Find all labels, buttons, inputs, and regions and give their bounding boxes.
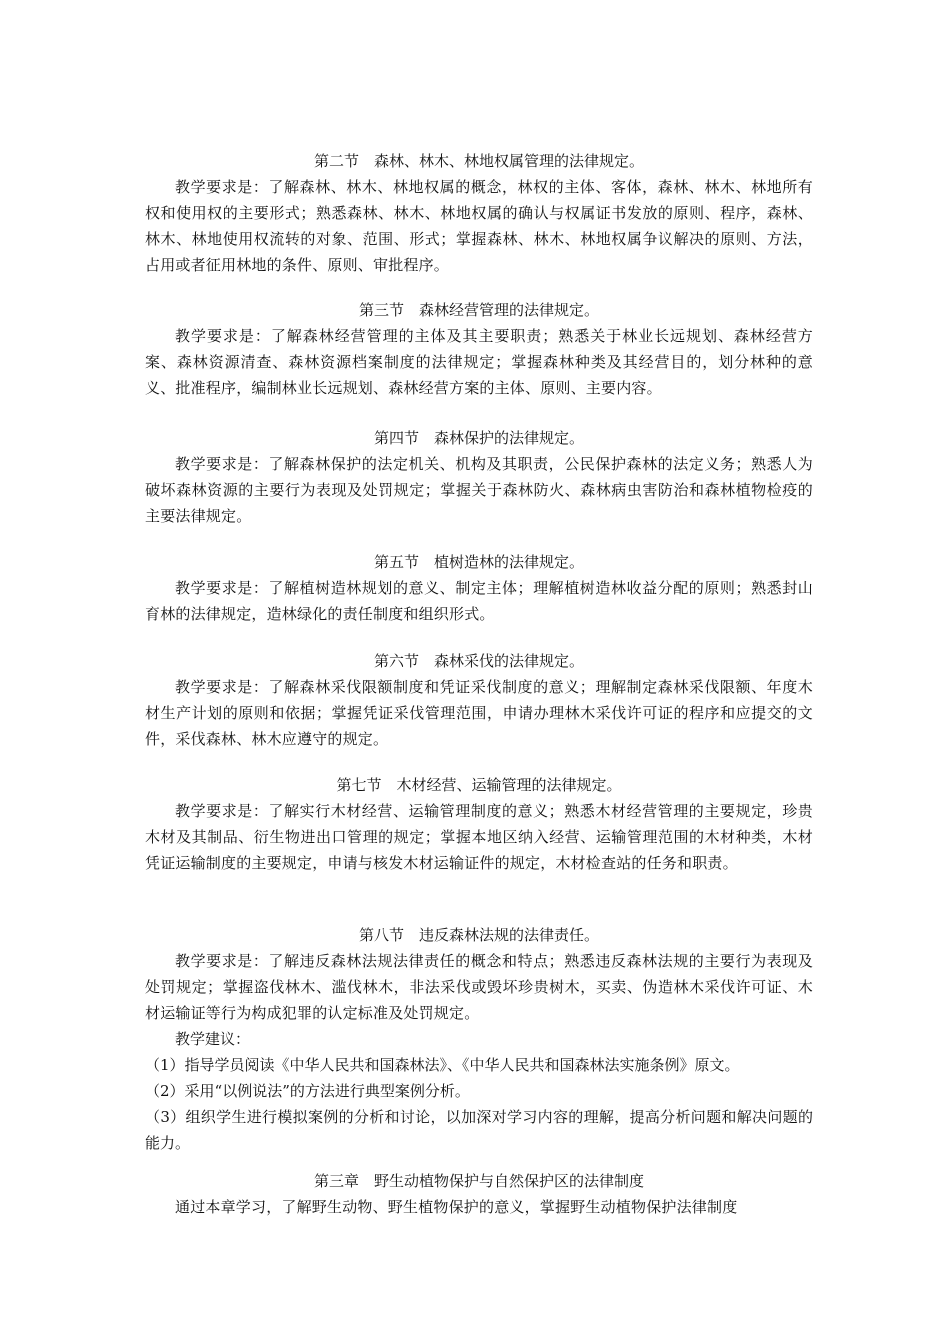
section-body: 教学要求是：了解实行木材经营、运输管理制度的意义；熟悉木材经营管理的主要规定，珍贵木材及其制品、衍生物进出口管理的规定；掌握本地区纳入经营、运输管理范围的木材种类，木材凭证运输制度的主要规定，申请与核发木材运输证件的规定，木材检查站的任务和职责。	[145, 802, 813, 872]
chapter-body: 通过本章学习，了解野生动物、野生植物保护的意义，掌握野生动植物保护法律制度	[175, 1198, 738, 1216]
chapter-heading: 第三章 野生动植物保护与自然保护区的法律制度	[313, 1172, 644, 1190]
section-body: 教学要求是：了解森林经营管理的主体及其主要职责；熟悉关于林业长远规划、森林经营方案、森林资源清查、森林资源档案制度的法律规定；掌握森林种类及其经营目的，划分林种的意义、批准程序，编制林业长远规划、森林经营方案的主体、原则、主要内容。	[145, 327, 813, 397]
suggestions-title: 教学建议：	[175, 1030, 251, 1048]
section-heading: 第二节 森林、林木、林地权属管理的法律规定。	[313, 152, 644, 170]
section-heading: 第七节 木材经营、运输管理的法律规定。	[336, 776, 622, 794]
section-body: 教学要求是：了解植树造林规划的意义、制定主体；理解植树造林收益分配的原则；熟悉封山育林的法律规定，造林绿化的责任制度和组织形式。	[145, 579, 813, 623]
section-body: 教学要求是：了解违反森林法规法律责任的概念和特点；熟悉违反森林法规的主要行为表现及处罚规定；掌握盗伐林木、滥伐林木，非法采伐或毁坏珍贵树木，买卖、伪造林木采伐许可证、木材运输证等行为构成犯罪的认定标准及处罚规定。	[145, 952, 813, 1022]
suggestion-item: （2）采用“以例说法”的方法进行典型案例分析。	[145, 1082, 470, 1100]
chapter-3	[145, 1168, 813, 1220]
section-6	[145, 648, 813, 752]
section-heading: 第六节 森林采伐的法律规定。	[373, 652, 584, 670]
section-2	[145, 148, 813, 278]
section-heading: 第五节 植树造林的法律规定。	[373, 553, 584, 571]
section-body: 教学要求是：了解森林保护的法定机关、机构及其职责，公民保护森林的法定义务；熟悉人为破坏森林资源的主要行为表现及处罚规定；掌握关于森林防火、森林病虫害防治和森林植物检疫的主要法律规定。	[145, 455, 813, 525]
section-8	[145, 922, 813, 1156]
section-7	[145, 772, 813, 876]
section-5	[145, 549, 813, 627]
section-heading: 第三节 森林经营管理的法律规定。	[358, 301, 599, 319]
suggestion-item: （3）组织学生进行模拟案例的分析和讨论，以加深对学习内容的理解，提高分析问题和解决问题的能力。	[145, 1108, 813, 1152]
suggestion-item: （1）指导学员阅读《中华人民共和国森林法》、《中华人民共和国森林法实施条例》原文。	[145, 1056, 740, 1074]
section-body: 教学要求是：了解森林采伐限额制度和凭证采伐制度的意义；理解制定森林采伐限额、年度木材生产计划的原则和依据；掌握凭证采伐管理范围，申请办理林木采伐许可证的程序和应提交的文件，采伐森林、林木应遵守的规定。	[145, 678, 813, 748]
section-3	[145, 297, 813, 401]
section-heading: 第四节 森林保护的法律规定。	[373, 429, 584, 447]
section-heading: 第八节 违反森林法规的法律责任。	[358, 926, 599, 944]
section-4	[145, 425, 813, 529]
section-body: 教学要求是：了解森林、林木、林地权属的概念，林权的主体、客体，森林、林木、林地所有权和使用权的主要形式；熟悉森林、林木、林地权属的确认与权属证书发放的原则、程序，森林、林木、林地使用权流转的对象、范围、形式；掌握森林、林木、林地权属争议解决的原则、方法，占用或者征用林地的条件、原则、审批程序。	[145, 178, 813, 274]
